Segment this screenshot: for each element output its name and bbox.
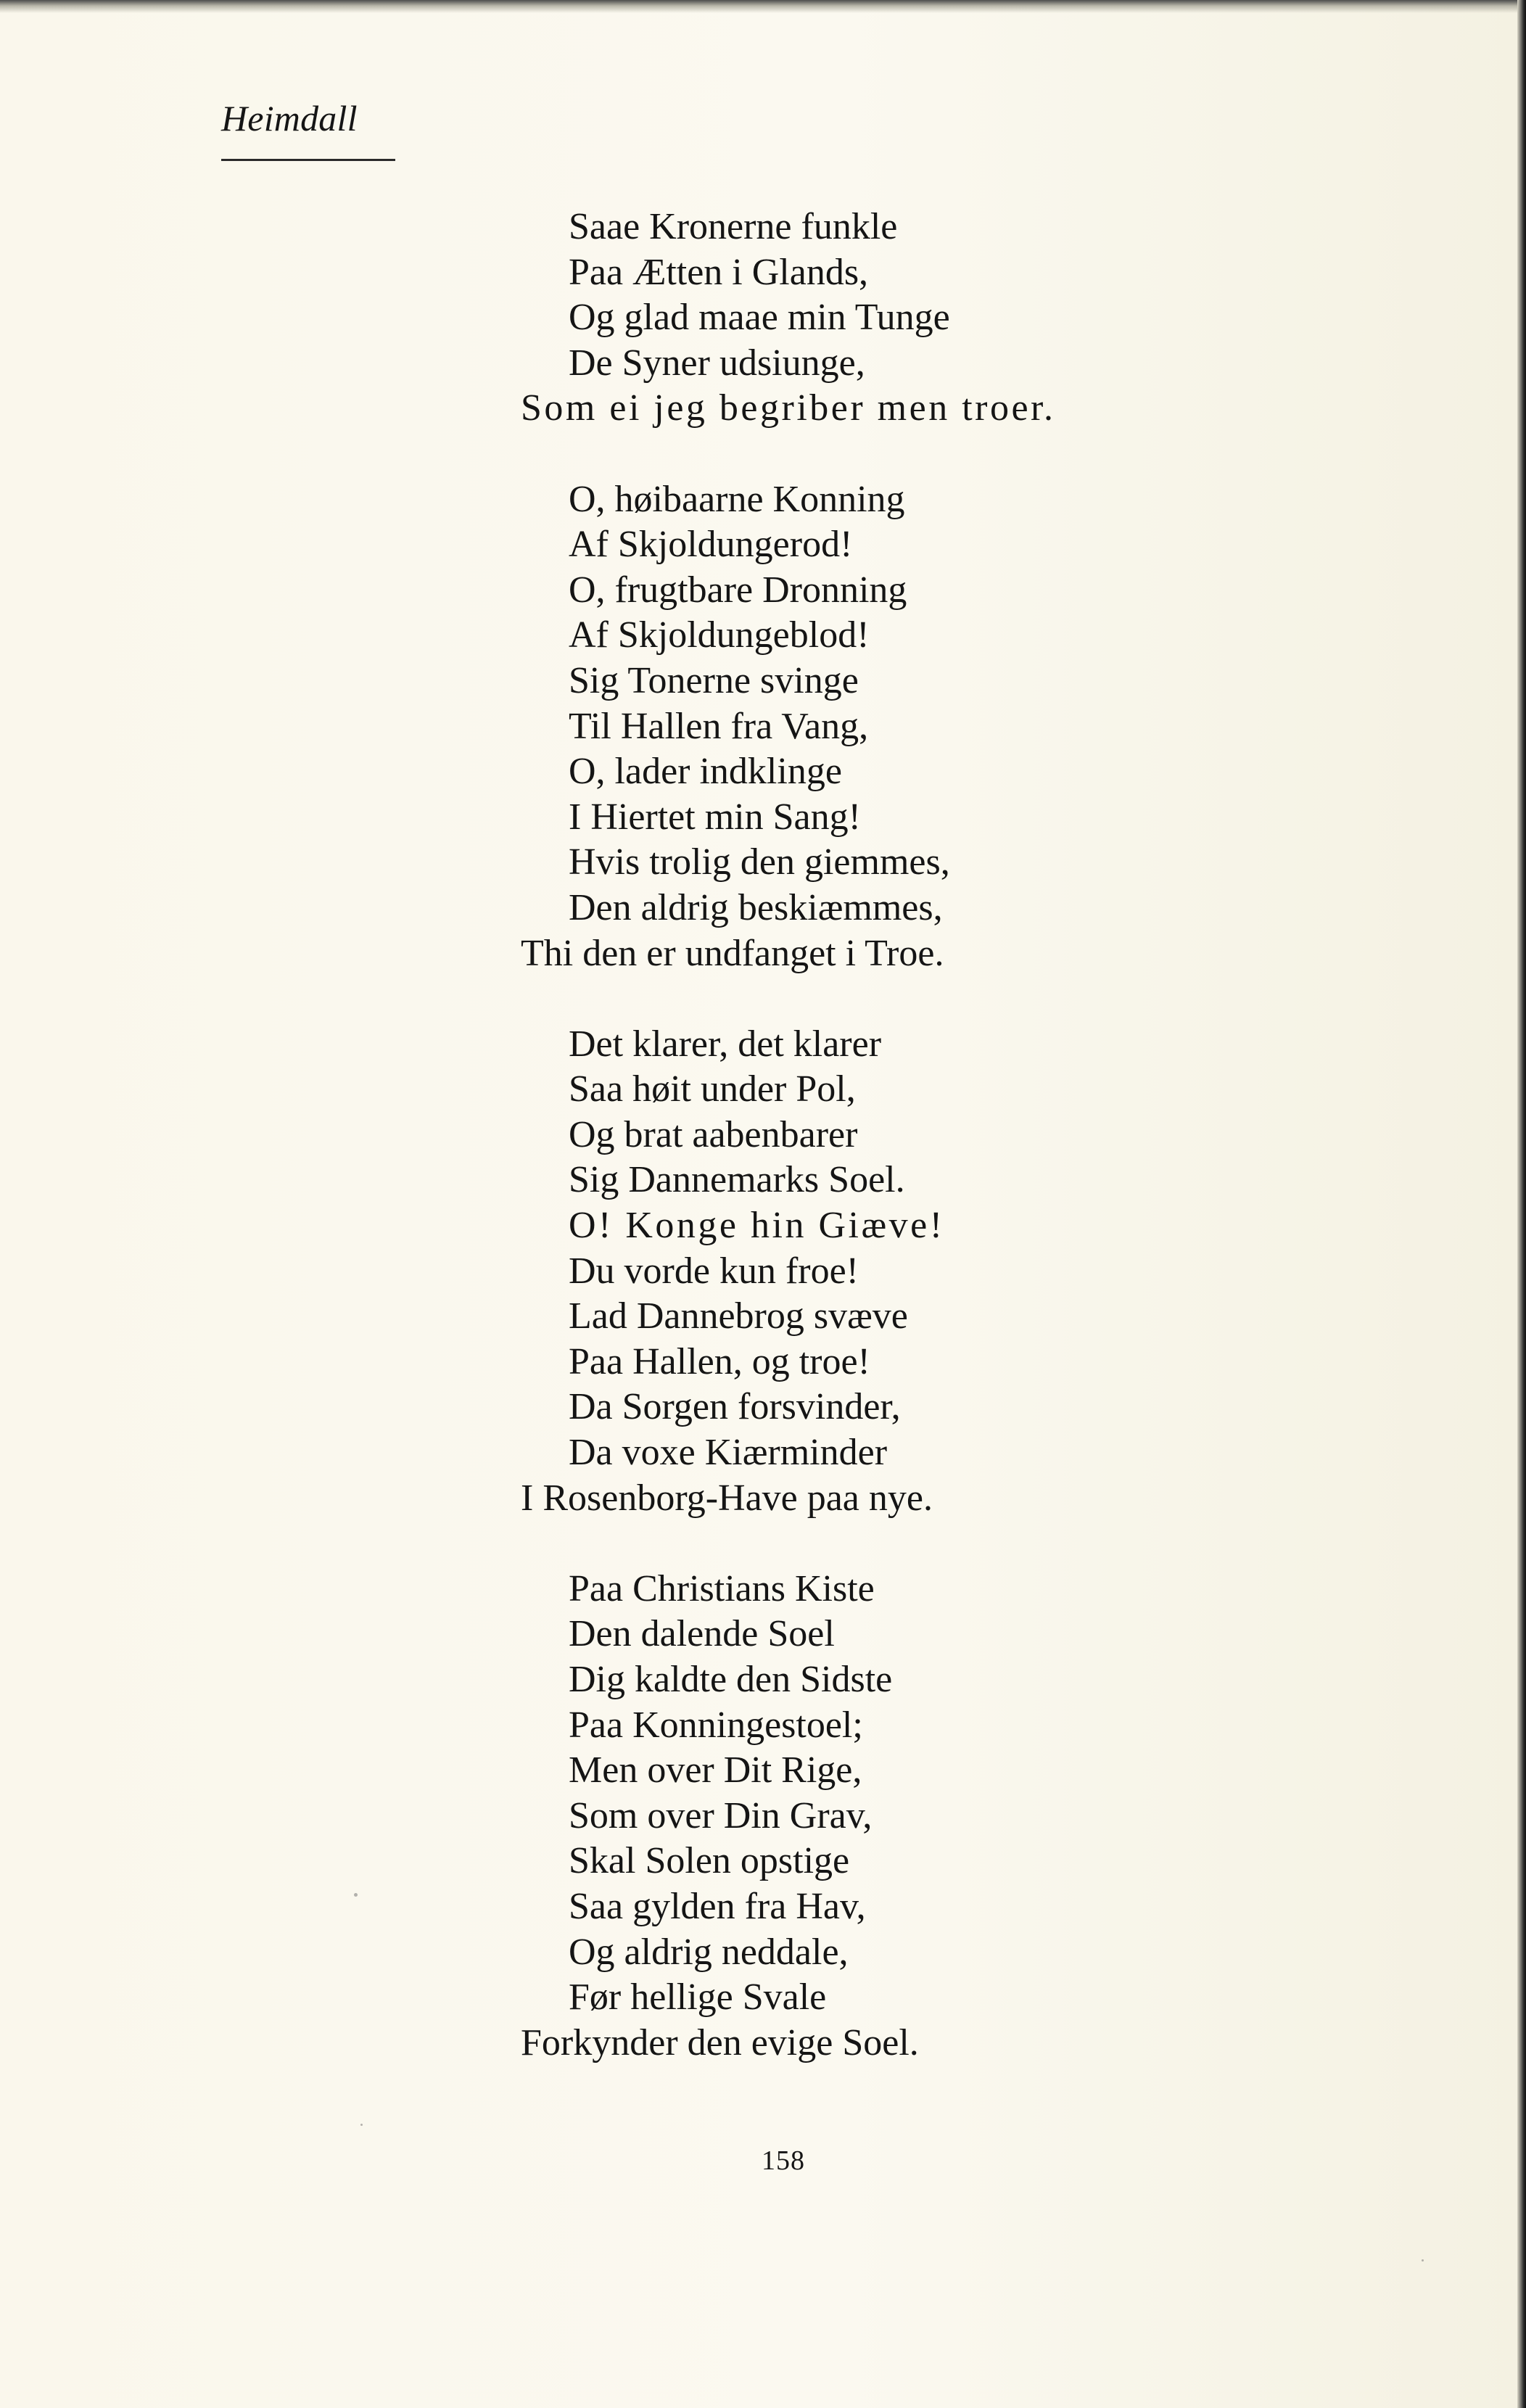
poem-line: Og aldrig neddale, bbox=[569, 1931, 849, 1973]
running-header: Heimdall bbox=[221, 98, 358, 139]
poem-line-refrain: Forkynder den evige Soel. bbox=[521, 2021, 919, 2063]
poem-line: O, frugtbare Dronning bbox=[569, 569, 907, 611]
poem-line: O, lader indklinge bbox=[569, 751, 842, 793]
poem-line: Som over Din Grav, bbox=[569, 1794, 873, 1836]
stanza-3 bbox=[521, 1022, 1055, 1522]
poem-line: Paa Konningestoel; bbox=[569, 1704, 863, 1746]
poem-line: Saa høit under Pol, bbox=[569, 1068, 856, 1110]
poem-line: Paa Hallen, og troe! bbox=[569, 1340, 870, 1382]
poem-line-refrain: I Rosenborg-Have paa nye. bbox=[521, 1477, 933, 1519]
poem-line: Saa gylden fra Hav, bbox=[569, 1885, 866, 1927]
poem-line: Af Skjoldungerod! bbox=[569, 524, 853, 566]
poem-line: Saae Kronerne funkle bbox=[569, 206, 898, 247]
poem-line: Det klarer, det klarer bbox=[569, 1023, 882, 1065]
poem-line: Sig Dannemarks Soel. bbox=[569, 1159, 905, 1201]
poem-line: Før hellige Svale bbox=[569, 1976, 827, 2019]
poem-line: Til Hallen fra Vang, bbox=[569, 705, 869, 747]
poem-line: Da voxe Kiærminder bbox=[569, 1432, 888, 1474]
poem-line: Da Sorgen forsvinder, bbox=[569, 1386, 901, 1428]
poem-line: Den aldrig beskiæmmes, bbox=[569, 886, 943, 928]
poem-line: Paa Christians Kiste bbox=[569, 1567, 875, 1609]
poem-line: De Syner udsiunge, bbox=[569, 342, 865, 384]
poem-line-refrain: Som ei jeg begriber men troer. bbox=[521, 387, 1056, 429]
poem-line: Den dalende Soel bbox=[569, 1613, 835, 1655]
poem-line: Skal Solen opstige bbox=[569, 1840, 850, 1882]
stanza-1 bbox=[521, 205, 1055, 432]
stanza-4 bbox=[521, 1567, 1055, 2066]
poem-line: Og brat aabenbarer bbox=[569, 1113, 858, 1155]
poem-line: I Hiertet min Sang! bbox=[569, 796, 861, 838]
poem-line: Lad Dannebrog svæve bbox=[569, 1295, 908, 1337]
poem-line: Hvis trolig den giemmes, bbox=[569, 841, 950, 883]
page-number: 158 bbox=[762, 2145, 805, 2176]
paper-speck bbox=[360, 2124, 363, 2126]
poem-line: Sig Tonerne svinge bbox=[569, 659, 859, 701]
poem-line-refrain: Thi den er undfanget i Troe. bbox=[521, 932, 944, 974]
paper-speck bbox=[354, 1893, 358, 1897]
paper-speck bbox=[1422, 2259, 1424, 2261]
right-page-edge bbox=[1517, 0, 1526, 2408]
poem-line: Og glad maae min Tunge bbox=[569, 297, 950, 339]
poem bbox=[521, 205, 1055, 2066]
poem-line: Du vorde kun froe! bbox=[569, 1250, 859, 1292]
header-underline bbox=[221, 159, 395, 161]
poem-line: Paa Ætten i Glands, bbox=[569, 251, 869, 293]
poem-line: Men over Dit Rige, bbox=[569, 1749, 862, 1791]
poem-line: Af Skjoldungeblod! bbox=[569, 614, 870, 656]
poem-line: O! Konge hin Giæve! bbox=[569, 1205, 945, 1247]
stanza-2 bbox=[521, 477, 1055, 977]
top-edge-shadow bbox=[0, 0, 1526, 13]
poem-line: Dig kaldte den Sidste bbox=[569, 1659, 893, 1700]
poem-line: O, høibaarne Konning bbox=[569, 478, 905, 520]
